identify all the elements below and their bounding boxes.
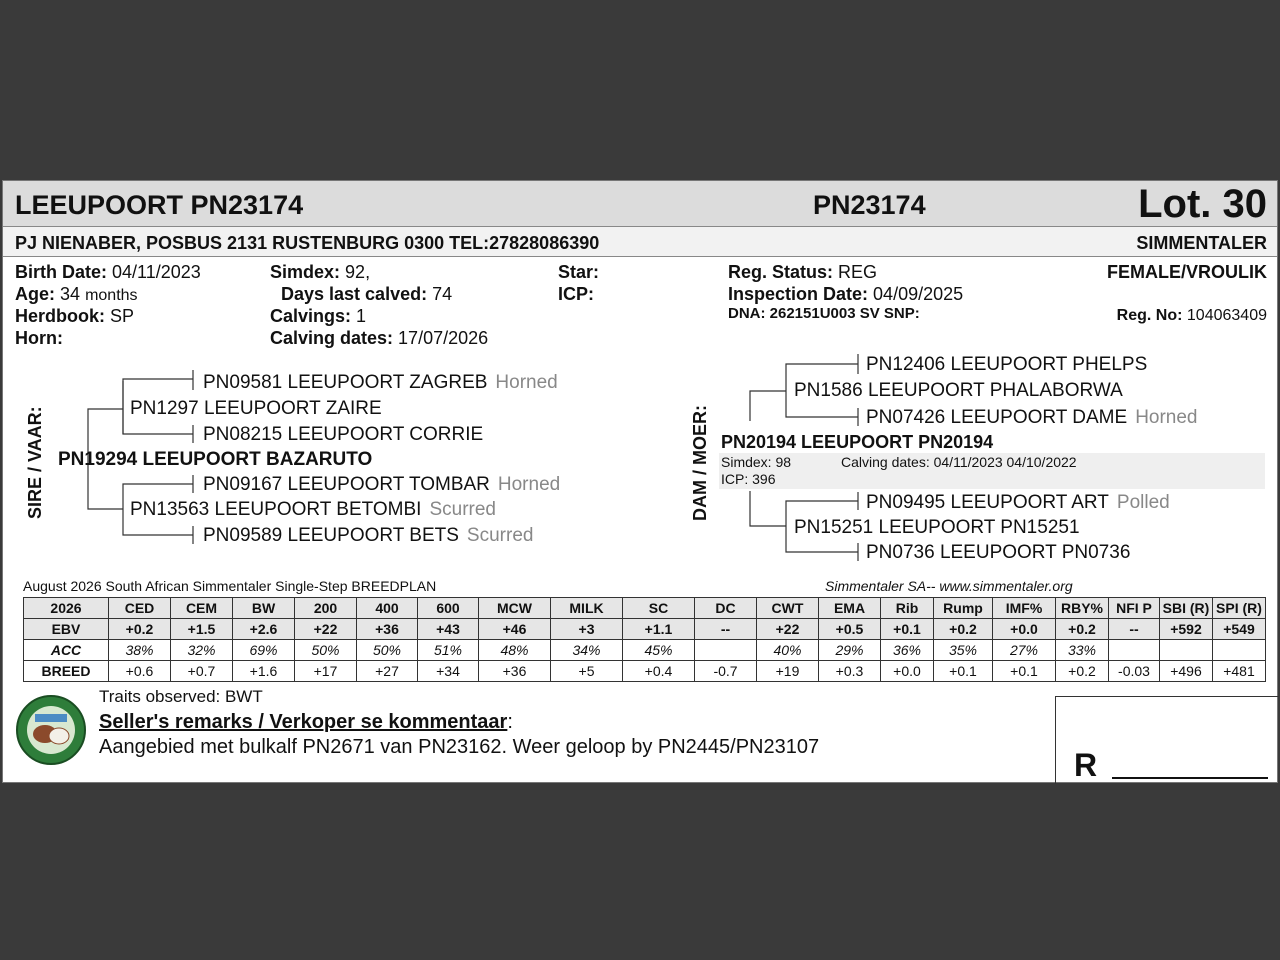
ebv-cell: -0.7 bbox=[695, 661, 757, 682]
ebv-cell: DC bbox=[695, 598, 757, 619]
ebv-cell: +34 bbox=[418, 661, 479, 682]
ebv-cell: +0.2 bbox=[1056, 661, 1109, 682]
horn: Horn: bbox=[15, 328, 63, 348]
remarks-text: Aangebied met bulkalf PN2671 van PN23162. Weer geloop by PN2445/PN23107 bbox=[99, 736, 820, 758]
ebv-cell: +43 bbox=[418, 619, 479, 640]
age: Age: 34 months bbox=[15, 284, 138, 304]
ebv-cell: +46 bbox=[479, 619, 551, 640]
ebv-cell bbox=[1109, 640, 1160, 661]
sire-dam-dam: PN09589 LEEUPOORT BETS Scurred bbox=[203, 525, 534, 546]
ebv-cell: 69% bbox=[233, 640, 295, 661]
dam-name: PN20194 LEEUPOORT PN20194 bbox=[721, 432, 994, 452]
dam-simdex: Simdex: 98 bbox=[721, 454, 792, 470]
breed-label: SIMMENTALER bbox=[1136, 233, 1267, 253]
ebv-cell: Rib bbox=[881, 598, 934, 619]
ebv-cell: +0.2 bbox=[934, 619, 993, 640]
calvings: Calvings: 1 bbox=[270, 306, 367, 326]
ebv-cell: IMF% bbox=[993, 598, 1056, 619]
ebv-cell: SBI (R) bbox=[1160, 598, 1213, 619]
ebv-row-label: 2026 bbox=[24, 598, 109, 619]
star: Star: bbox=[558, 262, 600, 282]
ebv-cell: +0.2 bbox=[1056, 619, 1109, 640]
ebv-cell: +1.1 bbox=[623, 619, 695, 640]
ebv-cell: BW bbox=[233, 598, 295, 619]
ebv-cell: 38% bbox=[109, 640, 171, 661]
ebv-cell: +0.0 bbox=[881, 661, 934, 682]
ebv-cell: +1.5 bbox=[171, 619, 233, 640]
dam-sire: PN1586 LEEUPOORT PHALABORWA bbox=[794, 380, 1123, 401]
sire-sire-sire: PN09581 LEEUPOORT ZAGREB Horned bbox=[203, 372, 558, 393]
sire-name: PN19294 LEEUPOORT BAZARUTO bbox=[58, 449, 373, 470]
herdbook: Herdbook: SP bbox=[15, 306, 135, 326]
ebv-row-label: ACC bbox=[24, 640, 109, 661]
ebv-cell: +0.0 bbox=[993, 619, 1056, 640]
simmentaler-logo-icon bbox=[15, 694, 87, 766]
ebv-cell: +549 bbox=[1213, 619, 1266, 640]
ebv-cell: +592 bbox=[1160, 619, 1213, 640]
lot-number: Lot. 30 bbox=[1138, 182, 1267, 226]
ebv-cell: EMA bbox=[819, 598, 881, 619]
ebv-cell: +481 bbox=[1213, 661, 1266, 682]
ebv-cell: 36% bbox=[881, 640, 934, 661]
ebv-cell: RBY% bbox=[1056, 598, 1109, 619]
ebv-cell: 34% bbox=[551, 640, 623, 661]
ebv-cell: MCW bbox=[479, 598, 551, 619]
ebv-cell: 600 bbox=[418, 598, 479, 619]
ebv-cell: +19 bbox=[757, 661, 819, 682]
ebv-row-acc bbox=[24, 640, 1266, 661]
ebv-row-breedrow bbox=[24, 661, 1266, 682]
days-last-calved: Days last calved: 74 bbox=[281, 284, 453, 304]
dam-sire-dam: PN07426 LEEUPOORT DAME Horned bbox=[866, 407, 1198, 428]
calving-dates: Calving dates: 17/07/2026 bbox=[270, 328, 489, 348]
ebv-cell: CWT bbox=[757, 598, 819, 619]
ebv-cell: Rump bbox=[934, 598, 993, 619]
ebv-cell: +36 bbox=[357, 619, 418, 640]
dam-dam-dam: PN0736 LEEUPOORT PN0736 bbox=[866, 542, 1131, 563]
price-box bbox=[1055, 696, 1279, 784]
icp: ICP: bbox=[558, 284, 594, 304]
ebv-cell: +1.6 bbox=[233, 661, 295, 682]
ebv-cell: +36 bbox=[479, 661, 551, 682]
dam-dam-sire: PN09495 LEEUPOORT ART Polled bbox=[866, 492, 1170, 513]
ebv-source: Simmentaler SA-- www.simmentaler.org bbox=[825, 578, 1073, 594]
ebv-cell: 35% bbox=[934, 640, 993, 661]
ebv-cell: -- bbox=[1109, 619, 1160, 640]
ebv-cell: +0.2 bbox=[109, 619, 171, 640]
dam-icp: ICP: 396 bbox=[721, 471, 776, 487]
sire-dam-sire: PN09167 LEEUPOORT TOMBAR Horned bbox=[203, 474, 561, 495]
owner-info: PJ NIENABER, POSBUS 2131 RUSTENBURG 0300 TEL:27828086390 bbox=[15, 233, 600, 253]
ebv-cell: -- bbox=[695, 619, 757, 640]
reg-no: Reg. No: 104063409 bbox=[1116, 307, 1267, 324]
ebv-cell: 45% bbox=[623, 640, 695, 661]
ebv-row-label: BREED bbox=[24, 661, 109, 682]
ebv-cell: +0.7 bbox=[171, 661, 233, 682]
ebv-cell: +0.4 bbox=[623, 661, 695, 682]
ebv-cell: +3 bbox=[551, 619, 623, 640]
ebv-cell: +0.5 bbox=[819, 619, 881, 640]
ebv-cell: SC bbox=[623, 598, 695, 619]
dam-calving-dates: Calving dates: 04/11/2023 04/10/2022 bbox=[841, 454, 1077, 470]
birth-date: Birth Date: 04/11/2023 bbox=[15, 262, 201, 282]
dam-dam: PN15251 LEEUPOORT PN15251 bbox=[794, 517, 1080, 538]
ebv-cell: +0.1 bbox=[881, 619, 934, 640]
ebv-table bbox=[23, 597, 1266, 682]
dam-label: DAM / MOER: bbox=[690, 405, 710, 521]
ebv-cell: 48% bbox=[479, 640, 551, 661]
ebv-cell: 50% bbox=[295, 640, 357, 661]
ebv-cell: 400 bbox=[357, 598, 418, 619]
sire-sire-dam: PN08215 LEEUPOORT CORRIE bbox=[203, 424, 484, 445]
ebv-row-label: EBV bbox=[24, 619, 109, 640]
ebv-row-hdr bbox=[24, 598, 1266, 619]
ebv-cell bbox=[1160, 640, 1213, 661]
lot-card bbox=[2, 180, 1278, 783]
ebv-cell: NFI P bbox=[1109, 598, 1160, 619]
dna-info: DNA: 262151U003 SV SNP: bbox=[728, 305, 920, 322]
ebv-cell: CED bbox=[109, 598, 171, 619]
sire-sire: PN1297 LEEUPOORT ZAIRE bbox=[130, 398, 382, 419]
ebv-cell: 200 bbox=[295, 598, 357, 619]
ebv-cell: SPI (R) bbox=[1213, 598, 1266, 619]
ebv-cell: 33% bbox=[1056, 640, 1109, 661]
ebv-row-ebvrow bbox=[24, 619, 1266, 640]
animal-pn: PN23174 bbox=[813, 190, 926, 220]
remarks-heading: Seller's remarks / Verkoper se kommentaar: bbox=[99, 711, 513, 733]
rand-symbol: R bbox=[1074, 747, 1098, 783]
animal-name: LEEUPOORT PN23174 bbox=[15, 190, 304, 220]
sire-dam: PN13563 LEEUPOORT BETOMBI Scurred bbox=[130, 499, 496, 520]
ebv-cell: +0.6 bbox=[109, 661, 171, 682]
ebv-cell: 51% bbox=[418, 640, 479, 661]
ebv-cell bbox=[1213, 640, 1266, 661]
ebv-cell: 27% bbox=[993, 640, 1056, 661]
ebv-cell bbox=[695, 640, 757, 661]
ebv-cell: +0.1 bbox=[993, 661, 1056, 682]
inspection-date: Inspection Date: 04/09/2025 bbox=[728, 284, 964, 304]
price-input-line[interactable] bbox=[1112, 777, 1268, 779]
ebv-cell: +0.1 bbox=[934, 661, 993, 682]
ebv-cell: +0.3 bbox=[819, 661, 881, 682]
dam-info-box bbox=[719, 453, 1265, 489]
traits-observed: Traits observed: BWT bbox=[99, 687, 263, 706]
ebv-cell: +5 bbox=[551, 661, 623, 682]
sex: FEMALE/VROULIK bbox=[1107, 262, 1267, 282]
ebv-cell: MILK bbox=[551, 598, 623, 619]
ebv-cell: +17 bbox=[295, 661, 357, 682]
sire-label: SIRE / VAAR: bbox=[25, 406, 45, 519]
ebv-caption: August 2026 South African Simmentaler Single-Step BREEDPLAN bbox=[23, 578, 437, 594]
ebv-cell: +22 bbox=[295, 619, 357, 640]
simdex: Simdex: 92, bbox=[270, 262, 371, 282]
dam-sire-sire: PN12406 LEEUPOORT PHELPS bbox=[866, 354, 1148, 375]
ebv-cell: 40% bbox=[757, 640, 819, 661]
reg-status: Reg. Status: REG bbox=[728, 262, 878, 282]
ebv-cell: +22 bbox=[757, 619, 819, 640]
ebv-cell: +2.6 bbox=[233, 619, 295, 640]
ebv-cell: CEM bbox=[171, 598, 233, 619]
ebv-cell: 29% bbox=[819, 640, 881, 661]
ebv-cell: -0.03 bbox=[1109, 661, 1160, 682]
ebv-cell: +27 bbox=[357, 661, 418, 682]
ebv-cell: +496 bbox=[1160, 661, 1213, 682]
ebv-cell: 50% bbox=[357, 640, 418, 661]
ebv-cell: 32% bbox=[171, 640, 233, 661]
